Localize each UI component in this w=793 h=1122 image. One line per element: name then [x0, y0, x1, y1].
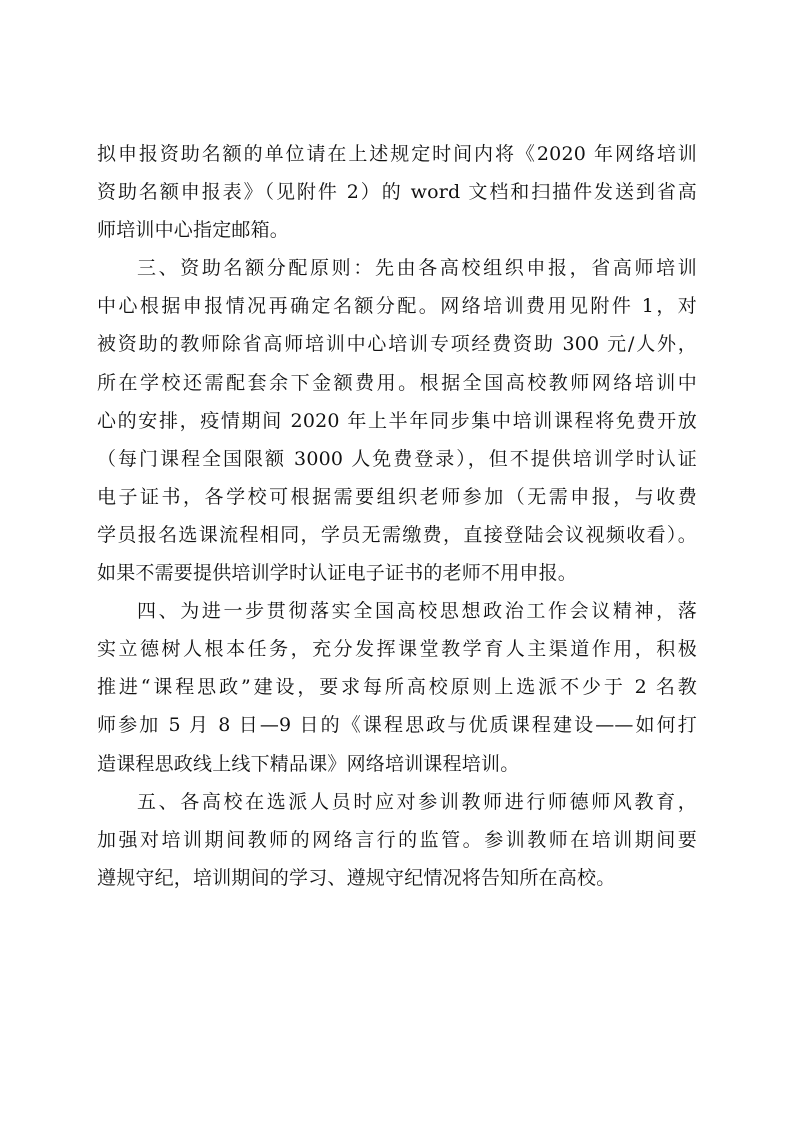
text-line: 拟申报资助名额的单位请在上述规定时间内将《2020 年网络培训: [97, 143, 697, 165]
text-line: 实立德树人根本任务，充分发挥课堂教学育人主渠道作用，积极: [97, 638, 697, 661]
text-line: 中心根据申报情况再确定名额分配。网络培训费用见附件 1，对: [97, 295, 697, 318]
text-line: 所在学校还需配套余下金额费用。根据全国高校教师网络培训中: [97, 371, 697, 394]
text-line: 如果不需要提供培训学时认证电子证书的老师不用申报。: [97, 562, 578, 585]
text-line: 师参加 5 月 8 日—9 日的《课程思政与优质课程建设——如何打: [97, 714, 697, 737]
text-line: 推进“课程思政”建设，要求每所高校原则上选派不少于 2 名教: [97, 676, 697, 699]
text-line: 资助名额申报表》（见附件 2）的 word 文档和扫描件发送到省高: [97, 181, 697, 204]
paragraph: [97, 135, 697, 249]
text-line: 三、资助名额分配原则：先由各高校组织申报，省高师培训: [137, 257, 697, 280]
text-line: 电子证书，各学校可根据需要组织老师参加（无需申报，与收费: [97, 485, 697, 508]
paragraph: [97, 249, 697, 592]
text-line: 遵规守纪，培训期间的学习、遵规守纪情况将告知所在高校。: [97, 866, 616, 889]
text-line: 五、各高校在选派人员时应对参训教师进行师德师风教育，: [137, 790, 697, 813]
text-line: 心的安排，疫情期间 2020 年上半年同步集中培训课程将免费开放: [97, 409, 697, 432]
paragraph: [97, 592, 697, 782]
text-line: 学员报名选课流程相同，学员无需缴费，直接登陆会议视频收看）。: [97, 523, 697, 546]
text-line: 四、为进一步贯彻落实全国高校思想政治工作会议精神，落: [137, 600, 697, 623]
text-line: 造课程思政线上线下精品课》网络培训课程培训。: [97, 752, 520, 775]
text-line: （每门课程全国限额 3000 人免费登录），但不提供培训学时认证: [97, 447, 697, 470]
paragraph: [97, 783, 697, 897]
text-line: 加强对培训期间教师的网络言行的监管。参训教师在培训期间要: [97, 828, 697, 851]
document-body: [97, 135, 697, 897]
text-line: 师培训中心指定邮箱。: [97, 219, 290, 242]
text-line: 被资助的教师除省高师培训中心培训专项经费资助 300 元/人外，: [97, 333, 697, 356]
